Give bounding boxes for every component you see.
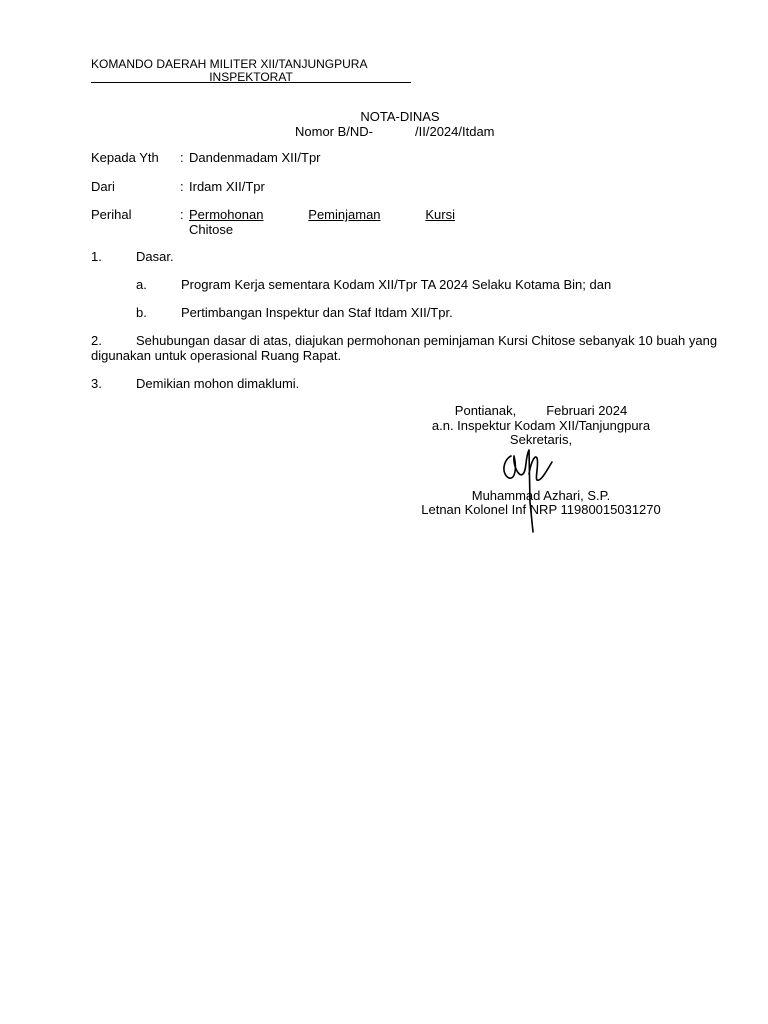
signature-date: Februari 2024 xyxy=(546,403,628,418)
header-underline xyxy=(91,82,411,83)
institution-name: KOMANDO DAERAH MILITER XII/TANJUNGPURA xyxy=(91,57,368,71)
sub-item-a-letter: a. xyxy=(136,277,147,292)
signatory-rank-nrp: Letnan Kolonel Inf NRP 11980015031270 xyxy=(421,502,661,517)
document-type: NOTA-DINAS xyxy=(360,109,440,124)
dari-colon: : xyxy=(180,179,184,194)
item-2-number: 2. xyxy=(91,333,102,348)
item-1-text: Dasar. xyxy=(136,249,174,264)
item-3-number: 3. xyxy=(91,376,102,391)
perihal-word: Peminjaman xyxy=(308,207,381,222)
signature-date-line xyxy=(400,403,682,418)
signature-position: Sekretaris, xyxy=(509,432,573,447)
perihal-colon: : xyxy=(180,207,184,222)
dari-value: Irdam XII/Tpr xyxy=(189,179,265,194)
kepada-label: Kepada Yth xyxy=(91,150,159,165)
perihal-line-1 xyxy=(189,207,455,222)
signature-place: Pontianak, xyxy=(454,403,517,418)
item-2-text: Sehubungan dasar di atas, diajukan permohonan peminjaman Kursi Chitose sebanyak 10 buah yang digunakan untuk operasional Ruang Rapat. xyxy=(91,333,718,363)
perihal-value xyxy=(189,207,455,237)
item-3-text: Demikian mohon dimaklumi. xyxy=(136,376,300,391)
dari-label: Dari xyxy=(91,179,115,194)
perihal-line-2: Chitose xyxy=(189,222,234,237)
signature-on-behalf: a.n. Inspektur Kodam XII/Tanjungpura xyxy=(431,418,651,433)
signatory-name: Muhammad Azhari, S.P. xyxy=(471,488,611,503)
perihal-word: Kursi xyxy=(425,207,455,222)
sub-item-a-text: Program Kerja sementara Kodam XII/Tpr TA 2024 Selaku Kotama Bin; dan xyxy=(181,277,612,292)
kepada-colon: : xyxy=(180,150,184,165)
item-1-number: 1. xyxy=(91,249,102,264)
kepada-value: Dandenmadam XII/Tpr xyxy=(189,150,321,165)
perihal-word: Permohonan xyxy=(189,207,264,222)
number-prefix: Nomor B/ND- xyxy=(295,124,374,139)
document-number xyxy=(295,124,495,139)
sub-item-b-letter: b. xyxy=(136,305,147,320)
unit-name: INSPEKTORAT xyxy=(209,70,293,84)
perihal-label: Perihal xyxy=(91,207,132,222)
sub-item-b-text: Pertimbangan Inspektur dan Staf Itdam XII/Tpr. xyxy=(181,305,453,320)
number-suffix: /II/2024/Itdam xyxy=(415,124,495,139)
